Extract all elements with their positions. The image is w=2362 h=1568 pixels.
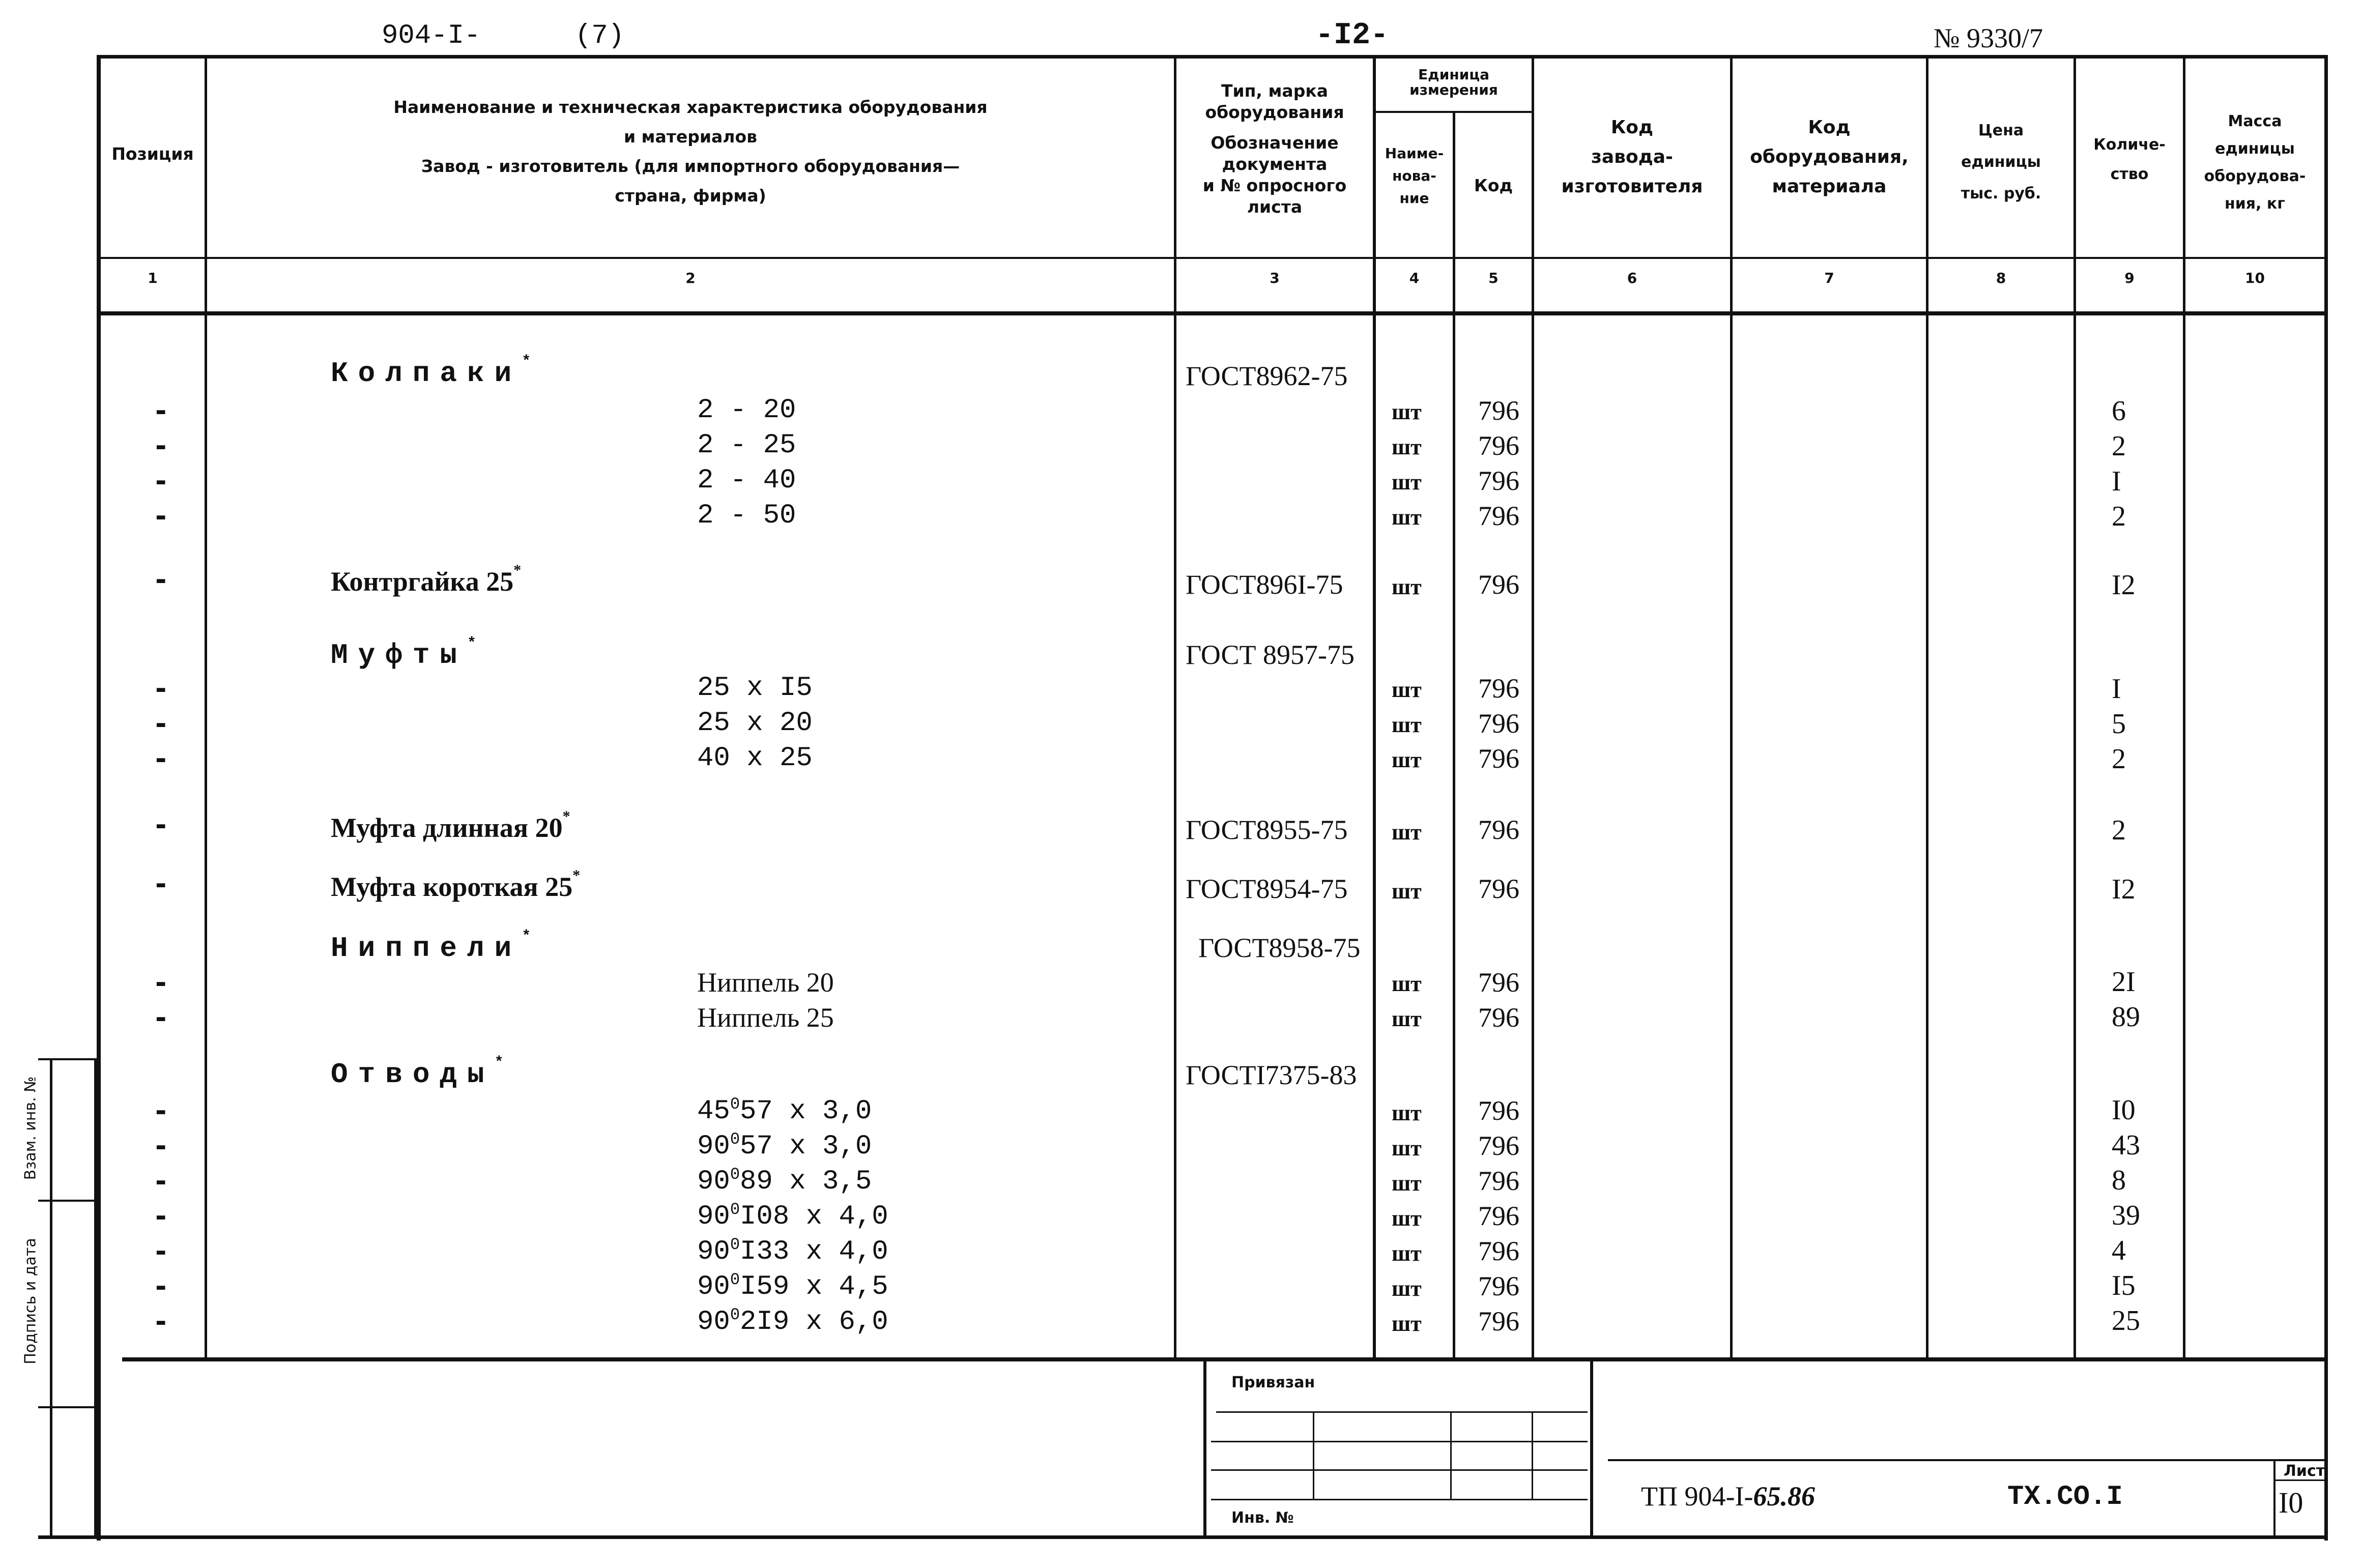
col-header-position: Позиция (111, 144, 194, 164)
col-header-mass (2185, 108, 2324, 218)
col-header-price-line1: Цена (1978, 122, 2024, 139)
col-header-name-line4: страна, фирма) (615, 186, 766, 206)
col-line-4 (1453, 112, 1455, 1357)
single-item-title (331, 808, 570, 844)
frame-top (97, 55, 2328, 59)
group-title (331, 928, 541, 965)
elbow-angle: 90 (697, 1131, 730, 1162)
position-dash: - (155, 1002, 167, 1034)
position-dash: - (155, 1130, 167, 1162)
unit-group-line1: Единица (1418, 66, 1489, 83)
col-header-type-line1: Тип, марка (1221, 81, 1328, 101)
col-header-mass-line1: Масса (2228, 112, 2282, 130)
item-name: 2I9 x 6,0 (740, 1306, 888, 1338)
item-name: Ниппель 20 (697, 967, 834, 998)
col-header-plant-code-line3: изготовителя (1561, 176, 1703, 197)
col-header-equipment-code-line2: оборудования, (1750, 147, 1909, 167)
elbow-angle: 90 (697, 1236, 730, 1267)
position-dash: - (155, 395, 167, 427)
unit-code: 796 (1478, 569, 1519, 600)
frame-bottom (38, 1535, 2328, 1539)
unit-code: 796 (1478, 1236, 1519, 1266)
col-header-plant-code (1534, 113, 1730, 201)
quantity: I5 (2112, 1270, 2136, 1301)
quantity: 89 (2112, 1001, 2140, 1033)
quantity: 5 (2112, 708, 2126, 740)
stamp-left (1203, 1361, 1206, 1537)
standard-ref: ГОСТ8954-75 (1186, 874, 1348, 904)
doc-code: ТХ.СО.I (2007, 1482, 2123, 1513)
unit-name: шт (1392, 879, 1422, 904)
quantity: I0 (2112, 1094, 2136, 1126)
single-item-title (331, 562, 522, 597)
footnote-mark: * (513, 562, 522, 578)
quantity: I (2112, 673, 2121, 705)
unit-code: 796 (1478, 1002, 1519, 1033)
footnote-mark: * (562, 808, 570, 825)
col-header-plant-code-line1: Код (1610, 117, 1654, 138)
single-item-name: Муфта короткая 25 (331, 872, 573, 902)
elbow-spec (697, 1095, 872, 1127)
col-line-9 (2183, 55, 2185, 1357)
side-strip-div-2 (38, 1406, 97, 1408)
quantity: 39 (2112, 1200, 2140, 1231)
degree-mark: 0 (730, 1270, 740, 1289)
col-header-quantity-line1: Количе- (2093, 136, 2166, 154)
unit-group-header (1376, 67, 1532, 98)
position-dash: - (155, 465, 167, 497)
item-name: 2 - 20 (697, 395, 796, 426)
quantity: 4 (2112, 1235, 2126, 1266)
col-header-equipment-code (1733, 113, 1926, 201)
item-name: 57 x 3,0 (740, 1131, 872, 1162)
quantity: I2 (2112, 569, 2136, 601)
unit-name: шт (1392, 747, 1422, 772)
item-name: I59 x 4,5 (740, 1271, 888, 1302)
position-dash: - (155, 1095, 167, 1127)
unit-name: шт (1392, 712, 1422, 737)
unit-code: 796 (1478, 1166, 1519, 1196)
col-header-unit-name-line3: ние (1399, 190, 1429, 207)
side-strip-right (94, 1058, 97, 1539)
elbow-angle: 90 (697, 1306, 730, 1338)
group-name: Ниппели (331, 932, 522, 965)
quantity: I (2112, 466, 2121, 497)
item-name: 2 - 40 (697, 465, 796, 496)
stamp-row-2 (1211, 1441, 1588, 1442)
title-block-top (1608, 1459, 2328, 1461)
col-header-quantity-line2: ство (2110, 165, 2149, 183)
elbow-spec (697, 1235, 888, 1267)
col-header-plant-code-line2: завода- (1591, 147, 1674, 167)
col-header-name-line3: Завод - изготовитель (для импортного оборудования— (421, 156, 960, 176)
col-header-type-line6: листа (1247, 197, 1303, 217)
col-line-7 (1926, 55, 1928, 1357)
sheet-number: I0 (2279, 1486, 2303, 1519)
position-dash: - (155, 564, 167, 596)
unit-code: 796 (1478, 743, 1519, 774)
header-bottom-line (97, 257, 2328, 259)
position-dash: - (155, 743, 167, 775)
col-header-type-line5: и № опросного (1202, 176, 1347, 195)
col-header-unit-name (1376, 142, 1453, 210)
quantity: 8 (2112, 1165, 2126, 1196)
quantity: 2 (2112, 430, 2126, 462)
unit-name: шт (1392, 1100, 1422, 1125)
quantity: I2 (2112, 874, 2136, 905)
unit-code: 796 (1478, 967, 1519, 998)
position-dash: - (155, 868, 167, 900)
unit-code: 796 (1478, 874, 1519, 904)
col-line-5 (1532, 55, 1534, 1357)
elbow-spec (697, 1305, 888, 1338)
unit-code: 796 (1478, 501, 1519, 531)
col-number-4: 4 (1409, 270, 1420, 286)
elbow-angle: 90 (697, 1201, 730, 1232)
unit-name: шт (1392, 505, 1422, 530)
standard-ref: ГОСТI7375-83 (1186, 1060, 1357, 1090)
stamp-mid (1590, 1361, 1593, 1537)
position-dash: - (155, 1200, 167, 1232)
col-header-name (207, 93, 1174, 211)
numbers-bottom-line (97, 311, 2328, 315)
group-title (331, 353, 541, 390)
unit-name: шт (1392, 1206, 1422, 1231)
elbow-spec (697, 1165, 872, 1197)
sheet-box-left (2273, 1459, 2275, 1538)
degree-mark: 0 (730, 1235, 740, 1254)
elbow-angle: 90 (697, 1166, 730, 1197)
stamp-row-3 (1211, 1469, 1588, 1471)
unit-code: 796 (1478, 1306, 1519, 1337)
unit-name: шт (1392, 574, 1422, 599)
col-number-3: 3 (1270, 270, 1280, 286)
unit-code: 796 (1478, 815, 1519, 845)
col-number-5: 5 (1488, 270, 1499, 286)
stamp-vcol-1 (1313, 1412, 1314, 1499)
col-header-type-line4: документа (1222, 154, 1328, 174)
col-number-6: 6 (1627, 270, 1637, 286)
stamp-vcol-2 (1450, 1412, 1452, 1499)
unit-code: 796 (1478, 1095, 1519, 1126)
unit-name: шт (1392, 1136, 1422, 1160)
single-item-name: Муфта длинная 20 (331, 812, 563, 843)
position-dash: - (155, 1305, 167, 1338)
unit-name: шт (1392, 1006, 1422, 1031)
unit-name: шт (1392, 1276, 1422, 1301)
side-strip-div-1 (38, 1200, 97, 1202)
position-dash: - (155, 708, 167, 740)
col-header-equipment-code-line3: материала (1772, 176, 1887, 197)
quantity: 25 (2112, 1305, 2140, 1337)
table-bottom-line (122, 1357, 2328, 1361)
col-header-name-line1: Наименование и техническая характеристика оборудования (393, 97, 988, 117)
quantity: 2 (2112, 743, 2126, 775)
col-number-9: 9 (2124, 270, 2135, 286)
unit-code: 796 (1478, 466, 1519, 496)
project-code-handwritten: 65.86 (1753, 1481, 1815, 1512)
sheet-marker: (7) (575, 20, 625, 51)
unit-code: 796 (1478, 1201, 1519, 1231)
quantity: 6 (2112, 395, 2126, 427)
side-label-replaced-inv: Взам. инв. № (21, 1076, 40, 1180)
project-code (1641, 1480, 1815, 1512)
col-line-3 (1373, 55, 1376, 1357)
single-item-name: Контргайка 25 (331, 566, 514, 597)
position-dash: - (155, 1270, 167, 1302)
col-header-mass-line4: ния, кг (2225, 195, 2285, 213)
elbow-spec (697, 1130, 872, 1162)
degree-mark: 0 (730, 1130, 740, 1149)
unit-code: 796 (1478, 673, 1519, 704)
elbow-angle: 90 (697, 1271, 730, 1302)
col-number-2: 2 (685, 270, 696, 286)
frame-left (97, 55, 101, 1541)
group-name: Колпаки (331, 357, 522, 390)
footnote-mark: * (522, 353, 541, 370)
group-title (331, 1054, 514, 1091)
item-name: 25 x 20 (697, 708, 813, 739)
item-name: 89 x 3,5 (740, 1166, 872, 1197)
position-dash: - (155, 1165, 167, 1197)
footnote-mark: * (572, 867, 581, 884)
unit-code: 796 (1478, 1271, 1519, 1301)
item-name: 2 - 25 (697, 430, 796, 461)
col-header-unit-name-line1: Наиме- (1385, 145, 1444, 162)
side-strip-left (50, 1058, 52, 1539)
col-line-2 (1174, 55, 1176, 1357)
position-dash: - (155, 430, 167, 462)
unit-code: 796 (1478, 1130, 1519, 1161)
col-header-quantity (2076, 130, 2183, 189)
group-name: Муфты (331, 639, 468, 672)
series-label: 904-I- (382, 20, 481, 51)
item-name: 25 x I5 (697, 673, 813, 704)
page-number: -I2- (1315, 18, 1389, 53)
col-line-1 (205, 55, 207, 1357)
sheet-label: Лист (2284, 1462, 2325, 1480)
unit-name: шт (1392, 1241, 1422, 1266)
col-header-mass-line3: оборудова- (2204, 167, 2306, 185)
col-header-price-line3: тыс. руб. (1961, 185, 2041, 202)
standard-ref: ГОСТ 8957-75 (1186, 640, 1355, 670)
quantity: 2 (2112, 815, 2126, 846)
project-code-printed: ТП 904-I- (1641, 1481, 1753, 1512)
stamp-vcol-3 (1532, 1412, 1533, 1499)
col-line-8 (2073, 55, 2076, 1357)
item-name: 40 x 25 (697, 743, 813, 774)
col-header-type (1176, 80, 1373, 218)
col-number-10: 10 (2245, 270, 2265, 286)
standard-ref: ГОСТ896I-75 (1186, 569, 1343, 600)
inv-label: Инв. № (1231, 1509, 1294, 1527)
frame-right (2324, 55, 2328, 1541)
col-header-price-line2: единицы (1961, 153, 2041, 171)
degree-mark: 0 (730, 1095, 740, 1114)
col-header-price (1928, 115, 2073, 210)
unit-name: шт (1392, 971, 1422, 996)
side-strip-top (38, 1058, 97, 1060)
standard-ref: ГОСТ8958-75 (1198, 933, 1361, 963)
col-number-8: 8 (1996, 270, 2006, 286)
unit-group-line2: измерения (1409, 81, 1498, 98)
unit-code: 796 (1478, 708, 1519, 739)
elbow-spec (697, 1270, 888, 1302)
degree-mark: 0 (730, 1200, 740, 1219)
col-number-1: 1 (148, 270, 158, 286)
col-header-equipment-code-line1: Код (1808, 117, 1851, 138)
unit-name: шт (1392, 470, 1422, 495)
side-label-signature-date: Подпись и дата (21, 1238, 40, 1364)
position-dash: - (155, 809, 167, 841)
quantity: 43 (2112, 1129, 2140, 1161)
col-header-type-line2: оборудования (1205, 102, 1344, 122)
group-name: Отводы (331, 1058, 495, 1091)
col-number-7: 7 (1824, 270, 1834, 286)
footnote-mark: * (522, 928, 541, 945)
footnote-mark: * (494, 1054, 514, 1071)
quantity: 2 (2112, 501, 2126, 532)
unit-code: 796 (1478, 395, 1519, 426)
col-header-unit-code: Код (1474, 176, 1513, 195)
unit-name: шт (1392, 399, 1422, 424)
quantity: 2I (2112, 966, 2136, 998)
elbow-spec (697, 1200, 888, 1232)
unit-name: шт (1392, 677, 1422, 702)
item-name: 57 x 3,0 (740, 1096, 872, 1127)
position-dash: - (155, 967, 167, 999)
degree-mark: 0 (730, 1165, 740, 1184)
degree-mark: 0 (730, 1305, 740, 1324)
footnote-mark: * (467, 635, 487, 652)
col-header-unit-name-line2: нова- (1392, 167, 1436, 184)
col-header-name-line2: и материалов (623, 127, 758, 147)
unit-code: 796 (1478, 430, 1519, 461)
item-name: 2 - 50 (697, 500, 796, 531)
position-dash: - (155, 500, 167, 532)
item-name: I33 x 4,0 (740, 1236, 888, 1267)
doc-number: № 9330/7 (1934, 23, 2043, 53)
standard-ref: ГОСТ8955-75 (1186, 815, 1348, 845)
unit-name: шт (1392, 820, 1422, 845)
item-name: I08 x 4,0 (740, 1201, 888, 1232)
col-line-6 (1730, 55, 1733, 1357)
group-title (331, 635, 487, 672)
position-dash: - (155, 673, 167, 705)
unit-name: шт (1392, 1311, 1422, 1336)
bound-label: Привязан (1231, 1374, 1315, 1391)
stamp-row-4 (1211, 1499, 1588, 1500)
position-dash: - (155, 1235, 167, 1267)
single-item-title (331, 867, 581, 903)
col-header-mass-line2: единицы (2215, 140, 2295, 158)
elbow-angle: 45 (697, 1096, 730, 1127)
col-header-type-line3: Обозначение (1211, 133, 1339, 153)
item-name: Ниппель 25 (697, 1002, 834, 1033)
unit-name: шт (1392, 1171, 1422, 1196)
unit-name: шт (1392, 434, 1422, 459)
standard-ref: ГОСТ8962-75 (1186, 361, 1348, 391)
